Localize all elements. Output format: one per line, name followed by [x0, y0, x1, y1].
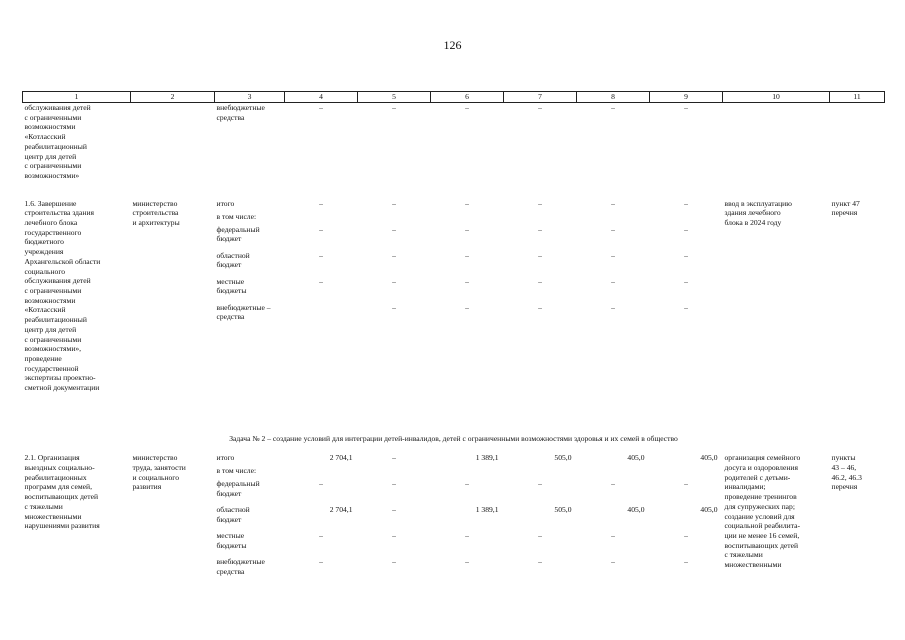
cell-value: – [611, 531, 615, 541]
cell-value: – [611, 557, 615, 567]
cell-value: – [465, 276, 469, 286]
col-header: 11 [830, 92, 885, 103]
row-label: итого [216, 453, 235, 463]
cell-value: – [684, 198, 688, 208]
cell-value: 505,0 [554, 505, 572, 515]
cell-value: – [319, 250, 323, 260]
cell-value: 505,0 [554, 453, 572, 463]
cell-value: – [684, 224, 688, 234]
result-text: организация семейного досуга и оздоровления родителей с детьми- инвалидами; проведение тренингов для супружеских пар; создание условий для социальной реабилита- ции не менее 16 семей, воспитывающих детей с тяжелыми множественными [724, 453, 801, 570]
item-text: 2.1. Организация выездных социально- реабилитационных программ для семей, воспитывающих детей с тяжелыми множественными нарушениями развития [24, 453, 100, 531]
cell-value: – [392, 103, 396, 112]
cell-value: – [611, 103, 615, 112]
row-label: внебюджетные средства [216, 103, 265, 122]
cell-value: – [319, 557, 323, 567]
task-heading-row [23, 423, 885, 454]
col-header: 7 [504, 92, 577, 103]
cell-value: – [538, 531, 542, 541]
row-label: в том числе: [216, 211, 257, 221]
cell-value: – [465, 557, 469, 567]
cell-value: 1 389,1 [475, 505, 499, 515]
row-label: внебюджетные – средства [216, 302, 271, 322]
cell-value: – [465, 479, 469, 489]
col-header: 4 [285, 92, 358, 103]
cell-value: – [538, 276, 542, 286]
cell-value: – [392, 453, 396, 463]
item-text: обслуживания детей с ограниченными возможностями «Котласский реабилитационный центр для детей с ограниченными возможностями» [24, 103, 91, 181]
row-label: федеральный бюджет [216, 479, 260, 498]
cell-value: – [611, 302, 615, 312]
cell-value: – [684, 276, 688, 286]
cell-value: – [319, 224, 323, 234]
cell-value: – [538, 250, 542, 260]
subrows-b [215, 199, 723, 423]
cell-value: 1 389,1 [475, 453, 499, 463]
row-label: местные бюджеты [216, 276, 247, 296]
reference-text: пункт 47 перечня [831, 198, 860, 218]
table-row [23, 103, 885, 199]
cell-value: – [611, 250, 615, 260]
subrows-c [215, 453, 723, 583]
cell-value: 405,0 [627, 453, 645, 463]
cell-value: – [465, 224, 469, 234]
cell-value: – [684, 479, 688, 489]
cell-value: – [392, 505, 396, 515]
cell-value: – [319, 103, 323, 112]
table-row [23, 199, 885, 423]
cell-value: – [684, 557, 688, 567]
col-header: 9 [650, 92, 723, 103]
col-header: 3 [215, 92, 285, 103]
cell-value: – [611, 224, 615, 234]
cell-value: – [392, 198, 396, 208]
cell-value: – [538, 557, 542, 567]
cell-value: – [319, 479, 323, 489]
cell-value: 405,0 [627, 505, 645, 515]
cell-value: – [392, 250, 396, 260]
cell-value: – [684, 302, 688, 312]
cell-value: 2 704,1 [329, 453, 353, 463]
cell-value: – [319, 198, 323, 208]
cell-value: – [465, 250, 469, 260]
cell-value: 405,0 [700, 453, 718, 463]
cell-value: – [538, 198, 542, 208]
program-table [22, 91, 885, 583]
result-text: ввод в эксплуатацию здания лечебного блока в 2024 году [724, 198, 792, 227]
cell-value: – [465, 302, 469, 312]
col-header: 10 [723, 92, 830, 103]
cell-value: – [465, 531, 469, 541]
item-text: 1.6. Завершение строительства здания лечебного блока государственного бюджетного учреждения Архангельской области социального обслуживания детей с ограниченными возможностями «Котласский реабилитационный центр для детей с ограниченными возможностями», проведение государственной экспертизы проектно- сметной документации [24, 198, 101, 393]
row-label: итого [216, 198, 235, 208]
cell-value: – [611, 198, 615, 208]
cell-value: – [392, 302, 396, 312]
cell-value: – [319, 531, 323, 541]
cell-value: – [465, 103, 469, 112]
executor: министерство строительства и архитектуры [132, 198, 180, 227]
task-title: Задача № 2 – создание условий для интеграции детей-инвалидов, детей с ограниченными возможностями здоровья и их семей в общество [229, 433, 678, 443]
cell-value: – [684, 103, 688, 112]
cell-value: – [392, 224, 396, 234]
row-label: местные бюджеты [216, 531, 247, 550]
row-label: областной бюджет [216, 505, 250, 524]
cell-value: – [465, 198, 469, 208]
cell-value: – [611, 276, 615, 286]
cell-value: – [684, 250, 688, 260]
cell-value: – [319, 276, 323, 286]
cell-value: – [611, 479, 615, 489]
cell-value [285, 303, 358, 423]
reference-text: пункты 43 – 46, 46.2, 46.3 перечня [831, 453, 862, 492]
col-header: 8 [577, 92, 650, 103]
cell-value: – [392, 531, 396, 541]
cell-value: – [392, 479, 396, 489]
row-label: в том числе: [216, 466, 257, 476]
col-header: 5 [358, 92, 431, 103]
col-header: 6 [431, 92, 504, 103]
row-label: внебюджетные средства [216, 557, 265, 576]
cell-value: – [538, 479, 542, 489]
cell-value: – [684, 531, 688, 541]
cell-value: – [538, 103, 542, 112]
col-header: 2 [131, 92, 215, 103]
executor: министерство труда, занятости и социального развития [132, 453, 186, 492]
row-label: федеральный бюджет [216, 224, 260, 244]
cell-value: – [392, 557, 396, 567]
cell-value: – [392, 276, 396, 286]
col-header: 1 [23, 92, 131, 103]
header-row [23, 92, 885, 103]
row-label: областной бюджет [216, 250, 250, 270]
page-number: 126 [443, 38, 462, 52]
cell-value: 405,0 [700, 505, 718, 515]
cell-value: – [538, 302, 542, 312]
cell-value: – [538, 224, 542, 234]
cell-value: 2 704,1 [329, 505, 353, 515]
table-row [23, 453, 885, 583]
